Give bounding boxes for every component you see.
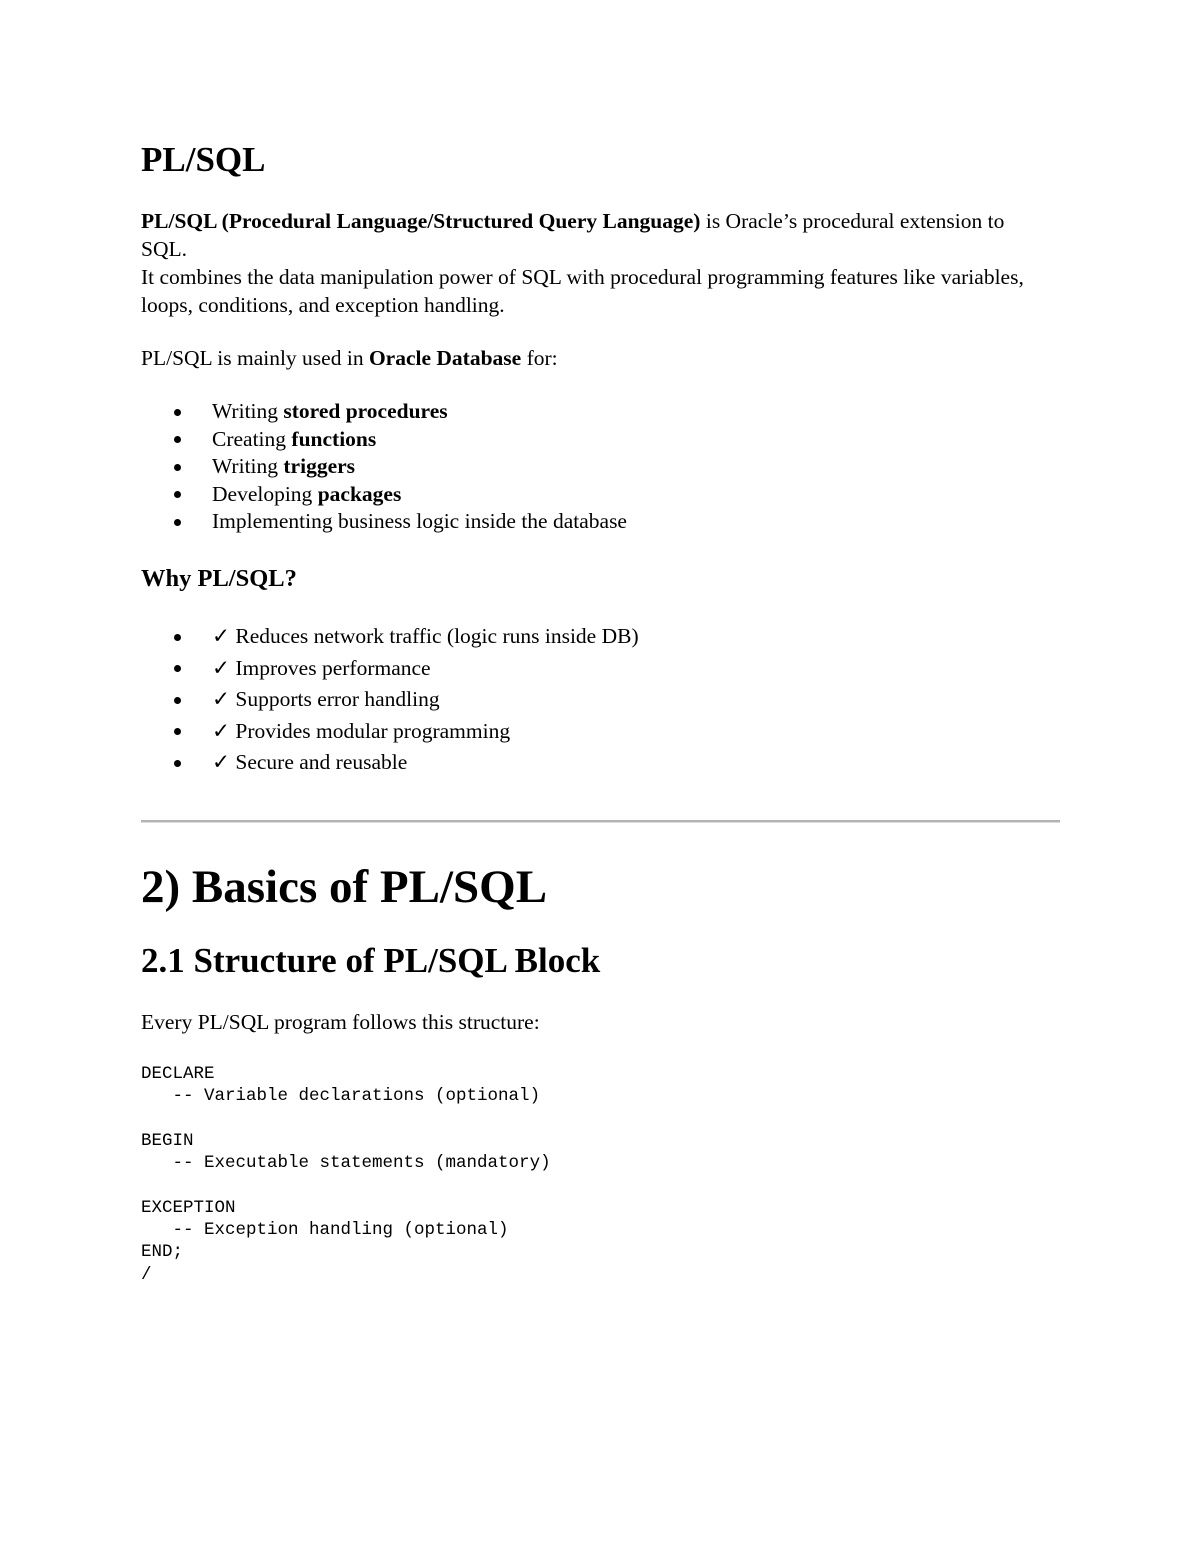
intro-rest: is Oracle’s procedural extension to SQL.: [141, 209, 1005, 261]
list-item-text: Writing: [212, 399, 284, 423]
bullet-icon: [174, 665, 181, 672]
list-item-text: ✓ Provides modular programming: [212, 718, 511, 743]
list-item: [141, 453, 627, 481]
list-item-bold: triggers: [283, 454, 356, 478]
intro-paren-open: (: [216, 209, 229, 233]
used-in-prefix: PL/SQL is mainly used in: [141, 346, 369, 370]
bullet-icon: [174, 409, 181, 416]
list-item-text: ✓ Reduces network traffic (logic runs inside DB): [212, 624, 639, 648]
list-item-text: Implementing business logic inside the database: [212, 509, 627, 533]
bullet-icon: [174, 760, 181, 767]
intro-expansion: Procedural Language/Structured Query Language: [228, 209, 694, 233]
bullet-icon: [174, 697, 181, 704]
list-item-bold: functions: [291, 426, 377, 451]
intro-paragraph: [141, 207, 1041, 319]
list-item: [141, 398, 627, 426]
list-item-text: Writing: [212, 454, 284, 478]
code-line: -- Exception handling (optional): [141, 1220, 509, 1241]
code-line: [141, 1174, 551, 1196]
list-item-text: ✓ Secure and reusable: [212, 750, 408, 774]
list-item-text: ✓ Improves performance: [212, 655, 431, 680]
bullet-icon: [174, 491, 181, 498]
used-in-suffix: for:: [521, 346, 558, 370]
code-line: -- Executable statements (mandatory): [141, 1153, 551, 1174]
why-list: [141, 621, 639, 779]
horizontal-rule: [141, 820, 1060, 823]
intro-term: PL/SQL: [141, 209, 217, 233]
bullet-icon: [174, 634, 181, 641]
list-item-text: ✓ Supports error handling: [212, 687, 440, 711]
list-item-bold: packages: [317, 481, 402, 506]
uses-list: [141, 398, 627, 536]
code-line: DECLARE: [141, 1064, 215, 1084]
list-item: [141, 508, 627, 536]
list-item: [141, 747, 639, 779]
bullet-icon: [174, 464, 181, 471]
bullet-icon: [174, 728, 181, 735]
page-title: PL/SQL: [141, 140, 266, 179]
list-item-text: Developing: [212, 481, 318, 506]
used-in-paragraph: [141, 344, 558, 372]
structure-intro: Every PL/SQL program follows this structure:: [141, 1010, 540, 1034]
code-line: EXCEPTION: [141, 1197, 236, 1218]
code-line: /: [141, 1264, 152, 1285]
list-item-text: Creating: [212, 426, 292, 451]
intro-second-sentence: It combines the data manipulation power of SQL with procedural programming features like variables, loops, conditions, and exception handling.: [141, 265, 1024, 317]
list-item-bold: stored procedures: [283, 399, 448, 423]
code-line: -- Variable declarations (optional): [141, 1086, 541, 1107]
section-2-heading: 2) Basics of PL/SQL: [141, 861, 548, 913]
code-line: [141, 1108, 551, 1130]
code-line: BEGIN: [141, 1130, 194, 1151]
code-line: END;: [141, 1242, 184, 1263]
bullet-icon: [174, 519, 181, 526]
used-in-bold: Oracle Database: [368, 346, 522, 370]
list-item: [141, 684, 639, 716]
why-heading: Why PL/SQL?: [141, 565, 297, 592]
list-item: [141, 481, 627, 509]
list-item: [141, 621, 639, 653]
intro-paren-close: ): [693, 209, 701, 233]
code-block: [141, 1063, 551, 1286]
bullet-icon: [174, 436, 181, 443]
list-item: [141, 653, 639, 685]
list-item: [141, 426, 627, 454]
section-2-1-heading: 2.1 Structure of PL/SQL Block: [141, 941, 601, 980]
list-item: [141, 716, 639, 748]
